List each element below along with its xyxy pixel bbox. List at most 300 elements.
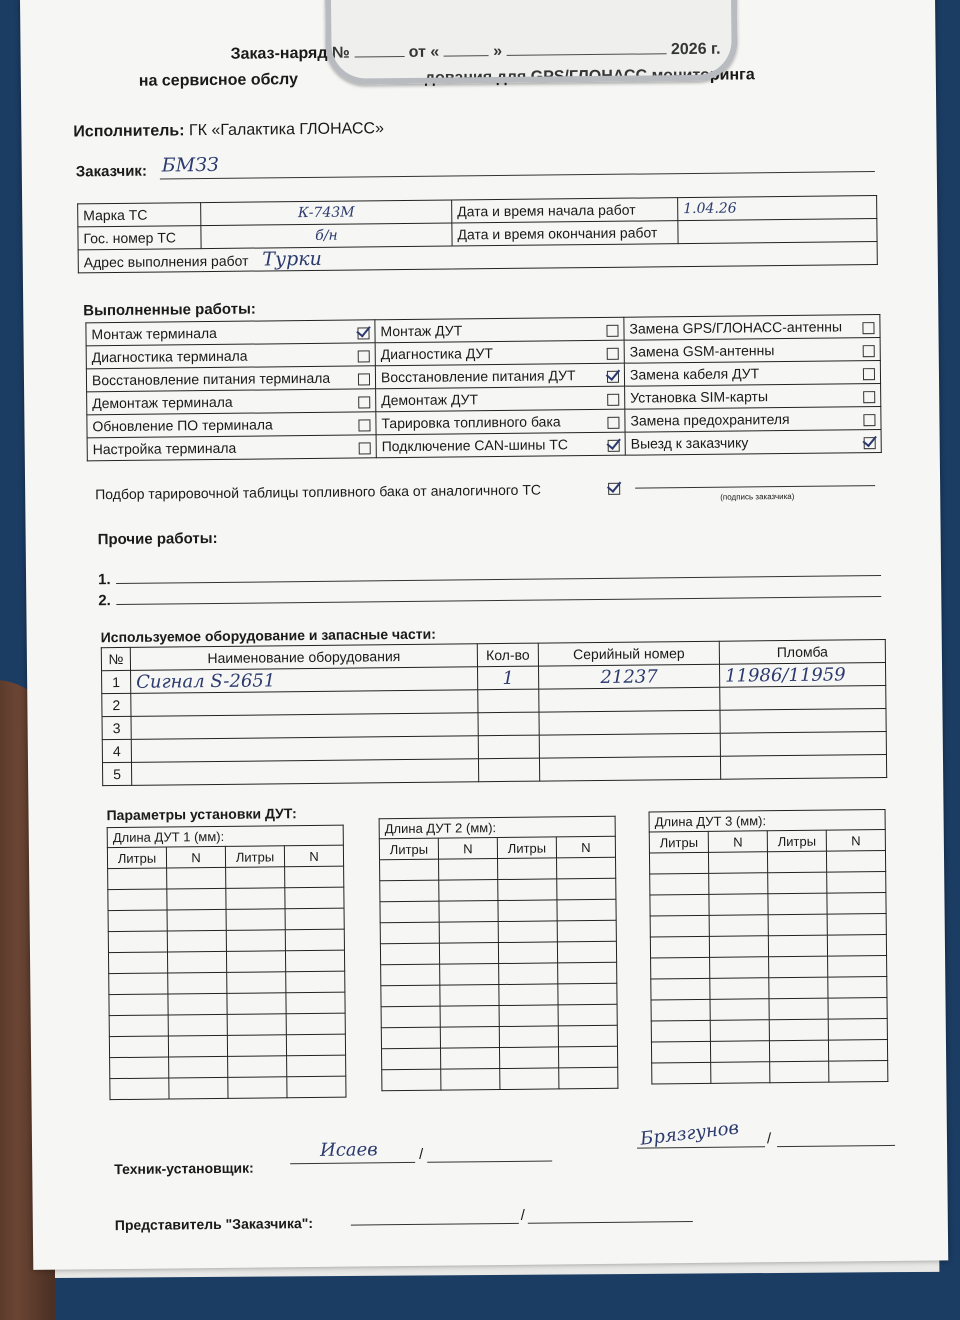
work-label: Замена GSM-антенны [629,342,775,360]
equipment-cell-n: 4 [102,739,131,762]
dut-cell[interactable] [226,909,285,931]
dut-cell[interactable] [440,1006,499,1028]
work-cell [624,361,880,387]
dut-cell[interactable] [769,956,828,978]
dut-cell[interactable] [108,910,167,932]
work-label: Тарировка топливного бака [381,413,561,432]
signature-caption: (подпись заказчика) [720,491,795,502]
dut-col-header: N [438,838,497,860]
other-line-2 [116,596,881,605]
work-checkbox[interactable] [357,327,369,339]
dut-cell[interactable] [498,858,557,880]
dut-cell[interactable] [440,1048,499,1070]
other-item-2: 2. [98,592,111,610]
dut-col-header: Литры [767,830,826,852]
dut-cell[interactable] [499,963,558,985]
dut-cell[interactable] [226,930,285,952]
dut-col-header: N [708,831,767,853]
dut-row [382,1046,618,1069]
dut-cell[interactable] [382,1048,441,1070]
equipment-cell-serial: 21237 [539,664,720,689]
dut-row [108,866,344,889]
work-checkbox[interactable] [863,414,875,426]
dut-cell[interactable] [770,1061,829,1083]
dut-cell[interactable] [498,921,557,943]
dut-length-label: Длина ДУТ 2 (мм): [379,816,616,838]
dut-cell[interactable] [439,922,498,944]
dut-table-1 [107,825,347,1100]
dut-cell[interactable] [651,978,710,1000]
equipment-cell-qty [478,689,539,713]
dut-cell[interactable] [710,1041,769,1063]
dut-row [381,1004,617,1027]
work-checkbox[interactable] [606,325,618,337]
dut-cell[interactable] [169,1077,228,1099]
rep-separator: / [520,1206,526,1224]
dut-cell[interactable] [439,859,498,881]
customer-line [160,171,875,179]
work-checkbox[interactable] [608,440,620,452]
dut-cell[interactable] [168,1014,227,1036]
dut-cell[interactable] [380,859,439,881]
dut-cell[interactable] [285,908,344,930]
plate-label: Гос. номер ТС [78,226,201,250]
dut-cell[interactable] [651,999,710,1021]
dut-cell[interactable] [441,1069,500,1091]
dut-cell[interactable] [768,872,827,894]
dut-cell[interactable] [381,1027,440,1049]
work-cell [376,386,625,412]
dut-cell[interactable] [381,985,440,1007]
work-cell [86,320,375,346]
work-checkbox[interactable] [359,442,371,454]
dut-cell[interactable] [650,915,709,937]
work-label: Замена GPS/ГЛОНАСС-антенны [629,318,843,337]
equipment-header: Наименование оборудования [130,644,477,671]
dut-cell[interactable] [110,1057,169,1079]
dut-cell[interactable] [499,1047,558,1069]
dut-cell[interactable] [228,1077,287,1099]
dut-cell[interactable] [500,1068,559,1090]
brand-value: К-743М [201,200,452,226]
dut-cell[interactable] [558,983,617,1005]
end-value [678,219,877,244]
dut-cell[interactable] [168,1035,227,1057]
work-cell [87,412,376,438]
dut-cell[interactable] [286,1013,345,1035]
work-label: Восстановление питания терминала [91,369,331,389]
dut-cell[interactable] [828,997,887,1019]
dut-cell[interactable] [557,878,616,900]
dut-cell[interactable] [381,964,440,986]
work-label: Установка SIM-карты [630,388,769,406]
equipment-cell-n: 1 [102,670,131,693]
equipment-cell-serial [539,710,720,735]
dut-row [381,962,617,985]
dut-cell[interactable] [380,922,439,944]
equipment-cell-seal [720,731,886,756]
work-checkbox[interactable] [864,437,876,449]
dut-cell[interactable] [227,1014,286,1036]
dut-cell[interactable] [167,930,226,952]
dut-row [109,992,345,1015]
dut-cell[interactable] [558,962,617,984]
work-checkbox[interactable] [607,417,619,429]
header-line-2a: на сервисное обслу [138,71,299,90]
dut-cell[interactable] [167,888,226,910]
equipment-cell-serial [539,687,720,712]
work-cell [375,340,624,366]
dut-cell[interactable] [380,901,439,923]
equipment-header: Кол-во [477,643,538,667]
dut-cell[interactable] [227,972,286,994]
dut-cell[interactable] [710,957,769,979]
dut-cell[interactable] [167,867,226,889]
dut-cell[interactable] [651,1041,710,1063]
executor-label: Исполнитель: [73,122,185,141]
dut-row [110,1055,346,1078]
dut-cell[interactable] [499,1026,558,1048]
work-label: Замена кабеля ДУТ [629,365,760,383]
work-checkbox[interactable] [607,348,619,360]
dut-cell[interactable] [827,913,886,935]
dut-cell[interactable] [439,880,498,902]
dut-row [651,997,887,1020]
quote-close: » [493,42,503,61]
dut-cell[interactable] [287,1055,346,1077]
executor-value: ГК «Галактика ГЛОНАСС» [188,120,385,140]
equipment-cell-qty [478,712,539,736]
work-cell [625,407,881,433]
dut-row [382,1067,618,1090]
dut-cell[interactable] [440,985,499,1007]
dut-row [108,887,344,910]
order-year: 2026 г. [670,40,721,59]
dut-col-header: N [284,845,343,867]
dut-row [381,983,617,1006]
dut-col-header: Литры [225,846,284,868]
dut-col-header: Литры [497,837,556,859]
dut-row [380,920,616,943]
header-line-2b: дования для GPS/ГЛОНАСС мониторинга [424,66,755,87]
dut-row [380,878,616,901]
dut-cell[interactable] [557,920,616,942]
work-cell [624,315,880,341]
dut-title: Параметры установки ДУТ: [106,805,297,824]
dut-cell[interactable] [768,914,827,936]
equipment-cell-qty [478,758,539,782]
work-cell [376,432,625,458]
dut-row [380,941,616,964]
dut-cell[interactable] [709,894,768,916]
dut-cell[interactable] [767,851,826,873]
dut-cell[interactable] [650,894,709,916]
dut-cell[interactable] [710,1020,769,1042]
dut-cell[interactable] [380,880,439,902]
dut-cell[interactable] [651,957,710,979]
equipment-header: Пломба [719,639,885,664]
dut-cell[interactable] [167,909,226,931]
dut-col-header: N [826,829,885,851]
dut-cell[interactable] [167,951,226,973]
dut-cell[interactable] [440,964,499,986]
dut-cell[interactable] [769,1040,828,1062]
dut-cell[interactable] [649,852,708,874]
dut-cell[interactable] [711,1062,770,1084]
equipment-cell-serial [539,756,720,781]
work-label: Монтаж терминала [91,324,217,343]
second-separator: / [766,1130,772,1148]
dut-cell[interactable] [285,950,344,972]
work-label: Обновление ПО терминала [92,416,273,435]
second-signature: Брязгунов [639,1117,740,1150]
dut-cell[interactable] [558,1025,617,1047]
equipment-title: Используемое оборудование и запасные части: [100,625,436,646]
dut-col-header: Литры [107,847,166,869]
works-table [85,314,881,461]
dut-cell[interactable] [286,992,345,1014]
dut-cell[interactable] [827,892,886,914]
dut-row [651,1039,887,1062]
dut-cell[interactable] [498,942,557,964]
work-cell [375,317,624,343]
dut-cell[interactable] [826,850,885,872]
work-label: Настройка терминала [92,439,237,458]
dut-cell[interactable] [168,993,227,1015]
other-works-title: Прочие работы: [97,529,218,549]
dut-cell[interactable] [228,1056,287,1078]
dut-cell[interactable] [227,993,286,1015]
dut-cell[interactable] [828,955,887,977]
dut-row [108,950,344,973]
dut-col-header: Литры [649,831,708,853]
equipment-header: Серийный номер [538,641,719,666]
work-label: Замена предохранителя [630,410,790,429]
dut-cell[interactable] [227,1035,286,1057]
dut-cell[interactable] [651,1020,710,1042]
work-label: Монтаж ДУТ [380,322,463,340]
dut-cell[interactable] [708,852,767,874]
dut-row [381,1025,617,1048]
work-cell [376,409,625,435]
dut-cell[interactable] [226,867,285,889]
address-label: Адрес выполнения работ [83,252,249,271]
dut-cell[interactable] [109,1015,168,1037]
address-value: Турки [262,247,322,271]
start-label: Дата и время начала работ [452,198,678,223]
dut-cell[interactable] [709,915,768,937]
equipment-cell-serial [539,733,720,758]
dut-cell[interactable] [168,972,227,994]
equipment-cell-n: 2 [102,693,131,716]
dut-row [650,871,886,894]
dut-cell[interactable] [558,1046,617,1068]
dut-cell[interactable] [769,977,828,999]
dut-cell[interactable] [827,871,886,893]
dut-cell[interactable] [439,901,498,923]
dut-row [380,899,616,922]
customer-label: Заказчик: [75,162,147,181]
dut-table-2 [379,816,619,1091]
dut-cell[interactable] [169,1056,228,1078]
other-line-1 [116,575,881,584]
dut-row [651,976,887,999]
work-label: Демонтаж ДУТ [381,391,479,409]
dut-row [109,971,345,994]
dut-row [652,1060,888,1083]
customer-signature-line [635,485,875,489]
dut-row [380,857,616,880]
dut-cell[interactable] [769,1019,828,1041]
dut-cell[interactable] [286,971,345,993]
tech-signature: Исаев [319,1139,378,1161]
work-cell [625,430,881,456]
second-sign-line [637,1146,765,1148]
dut-cell[interactable] [226,951,285,973]
dut-cell[interactable] [499,1005,558,1027]
dut-cell[interactable] [650,873,709,895]
work-checkbox[interactable] [358,419,370,431]
works-title: Выполненные работы: [83,300,256,320]
work-cell [87,435,376,461]
dut-cell[interactable] [109,973,168,995]
dut-cell[interactable] [109,994,168,1016]
dut-cell[interactable] [828,1039,887,1061]
dut-cell[interactable] [287,1076,346,1098]
dut-cell[interactable] [110,1078,169,1100]
dut-row [650,934,886,957]
dut-cell[interactable] [108,952,167,974]
dut-cell[interactable] [559,1067,618,1089]
rep-sign-line [351,1223,519,1226]
work-checkbox[interactable] [863,368,875,380]
tech-name-line [427,1160,552,1162]
dut-cell[interactable] [828,976,887,998]
equipment-header: № [101,647,130,670]
dut-cell[interactable] [108,889,167,911]
work-cell [86,343,375,369]
dut-row [109,1034,345,1057]
equipment-table [101,639,887,786]
dut-cell[interactable] [109,1036,168,1058]
start-value: 1.04.26 [678,196,877,221]
work-checkbox[interactable] [358,396,370,408]
dut-cell[interactable] [828,1018,887,1040]
dut-cell[interactable] [709,936,768,958]
dut-row [110,1076,346,1099]
clipboard-clip [325,0,738,85]
dut-cell[interactable] [557,941,616,963]
dut-cell[interactable] [498,900,557,922]
dut-cell[interactable] [440,1027,499,1049]
equipment-cell-seal: 11986/11959 [719,662,885,687]
dut-cell[interactable] [557,857,616,879]
work-label: Демонтаж терминала [92,393,233,412]
dut-col-header: N [556,836,615,858]
work-checkbox[interactable] [863,391,875,403]
dut-cell[interactable] [650,936,709,958]
dut-cell[interactable] [285,887,344,909]
work-checkbox[interactable] [358,373,370,385]
other-item-1: 1. [97,571,111,589]
tariff-checkbox[interactable] [608,483,620,495]
dut-cell[interactable] [439,943,498,965]
end-label: Дата и время окончания работ [452,221,678,246]
dut-row [108,929,344,952]
plate-value: б/н [201,223,452,249]
work-checkbox[interactable] [862,322,874,334]
work-label: Диагностика терминала [91,347,248,366]
rep-name-line [528,1221,693,1224]
dut-cell[interactable] [710,978,769,1000]
work-order-sheet [20,0,948,1270]
equipment-cell-name [131,759,478,786]
rep-label: Представитель "Заказчика": [114,1214,314,1234]
work-cell [86,366,375,392]
work-checkbox[interactable] [863,345,875,357]
dut-cell[interactable] [286,1034,345,1056]
dut-cell[interactable] [769,998,828,1020]
dut-col-header: N [166,846,225,868]
dut-col-header: Литры [379,838,438,860]
equipment-cell-n: 3 [102,716,131,739]
dut-cell[interactable] [226,888,285,910]
dut-cell[interactable] [829,1060,888,1082]
dut-cell[interactable] [285,929,344,951]
dut-cell[interactable] [381,1006,440,1028]
work-checkbox[interactable] [607,371,619,383]
dut-row [649,850,885,873]
dut-cell[interactable] [498,879,557,901]
dut-cell[interactable] [380,943,439,965]
tech-sign-line [290,1162,415,1164]
tariff-label: Подбор тарировочной таблицы топливного бака от аналогичного ТС [95,481,542,503]
work-checkbox[interactable] [607,394,619,406]
work-checkbox[interactable] [358,350,370,362]
order-number-label: Заказ-наряд № [230,44,350,63]
dut-cell[interactable] [499,984,558,1006]
work-label: Подключение CAN-шины ТС [381,436,569,455]
executor-row [73,120,384,141]
dut-cell[interactable] [108,868,167,890]
dut-cell[interactable] [710,999,769,1021]
dut-row [109,1013,345,1036]
work-label: Диагностика ДУТ [380,345,493,363]
dut-cell[interactable] [768,935,827,957]
equipment-cell-seal [720,754,886,779]
work-cell [87,389,376,415]
equipment-cell-name: Сигнал S-2651 [131,667,478,694]
dut-cell[interactable] [557,899,616,921]
dut-row [650,892,886,915]
dut-cell[interactable] [768,893,827,915]
work-cell [375,363,624,389]
dut-cell[interactable] [558,1004,617,1026]
dut-cell[interactable] [652,1062,711,1084]
tech-label: Техник-установщик: [114,1159,254,1178]
dut-cell[interactable] [827,934,886,956]
dut-row [651,955,887,978]
dut-cell[interactable] [108,931,167,953]
dut-length-label: Длина ДУТ 1 (мм): [107,825,344,847]
dut-cell[interactable] [382,1069,441,1091]
order-date-label: от « [408,43,440,61]
work-label: Выезд к заказчику [630,434,749,452]
dut-cell[interactable] [285,866,344,888]
dut-table-3 [649,809,889,1084]
dut-cell[interactable] [709,873,768,895]
work-cell [625,384,881,410]
